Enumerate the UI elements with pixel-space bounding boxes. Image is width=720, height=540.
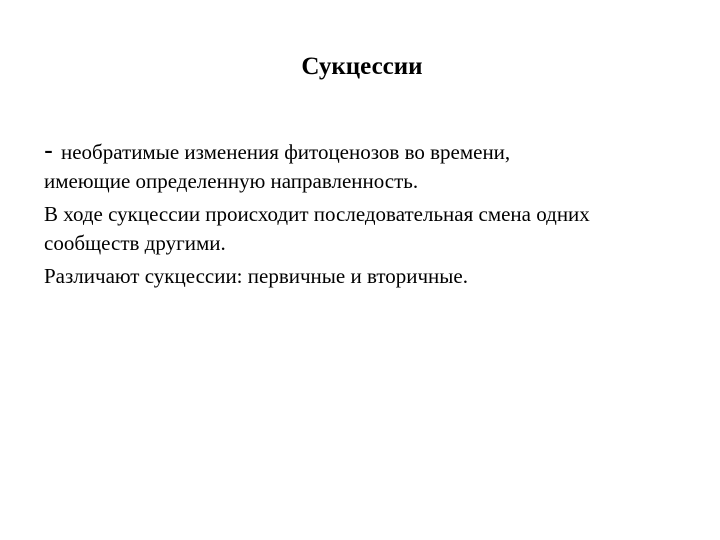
paragraph-line xyxy=(44,135,694,167)
paragraph-line: имеющие определенную направленность. xyxy=(44,169,419,193)
paragraph-definition xyxy=(44,135,694,196)
paragraph-line: сообществ другими. xyxy=(44,231,226,255)
slide-title-text: Сукцессии xyxy=(301,53,423,80)
paragraph-line: Различают сукцессии: первичные и вторичные. xyxy=(44,264,468,288)
paragraph-succession-types xyxy=(44,262,694,291)
slide-body xyxy=(44,135,694,295)
paragraph-succession-process xyxy=(44,200,694,258)
paragraph-line: В ходе сукцессии происходит последовательная смена одних xyxy=(44,202,590,226)
slide-title xyxy=(0,52,720,82)
paragraph-text: необратимые изменения фитоценозов во времени, xyxy=(61,140,511,164)
dash-marker: - xyxy=(44,135,53,165)
